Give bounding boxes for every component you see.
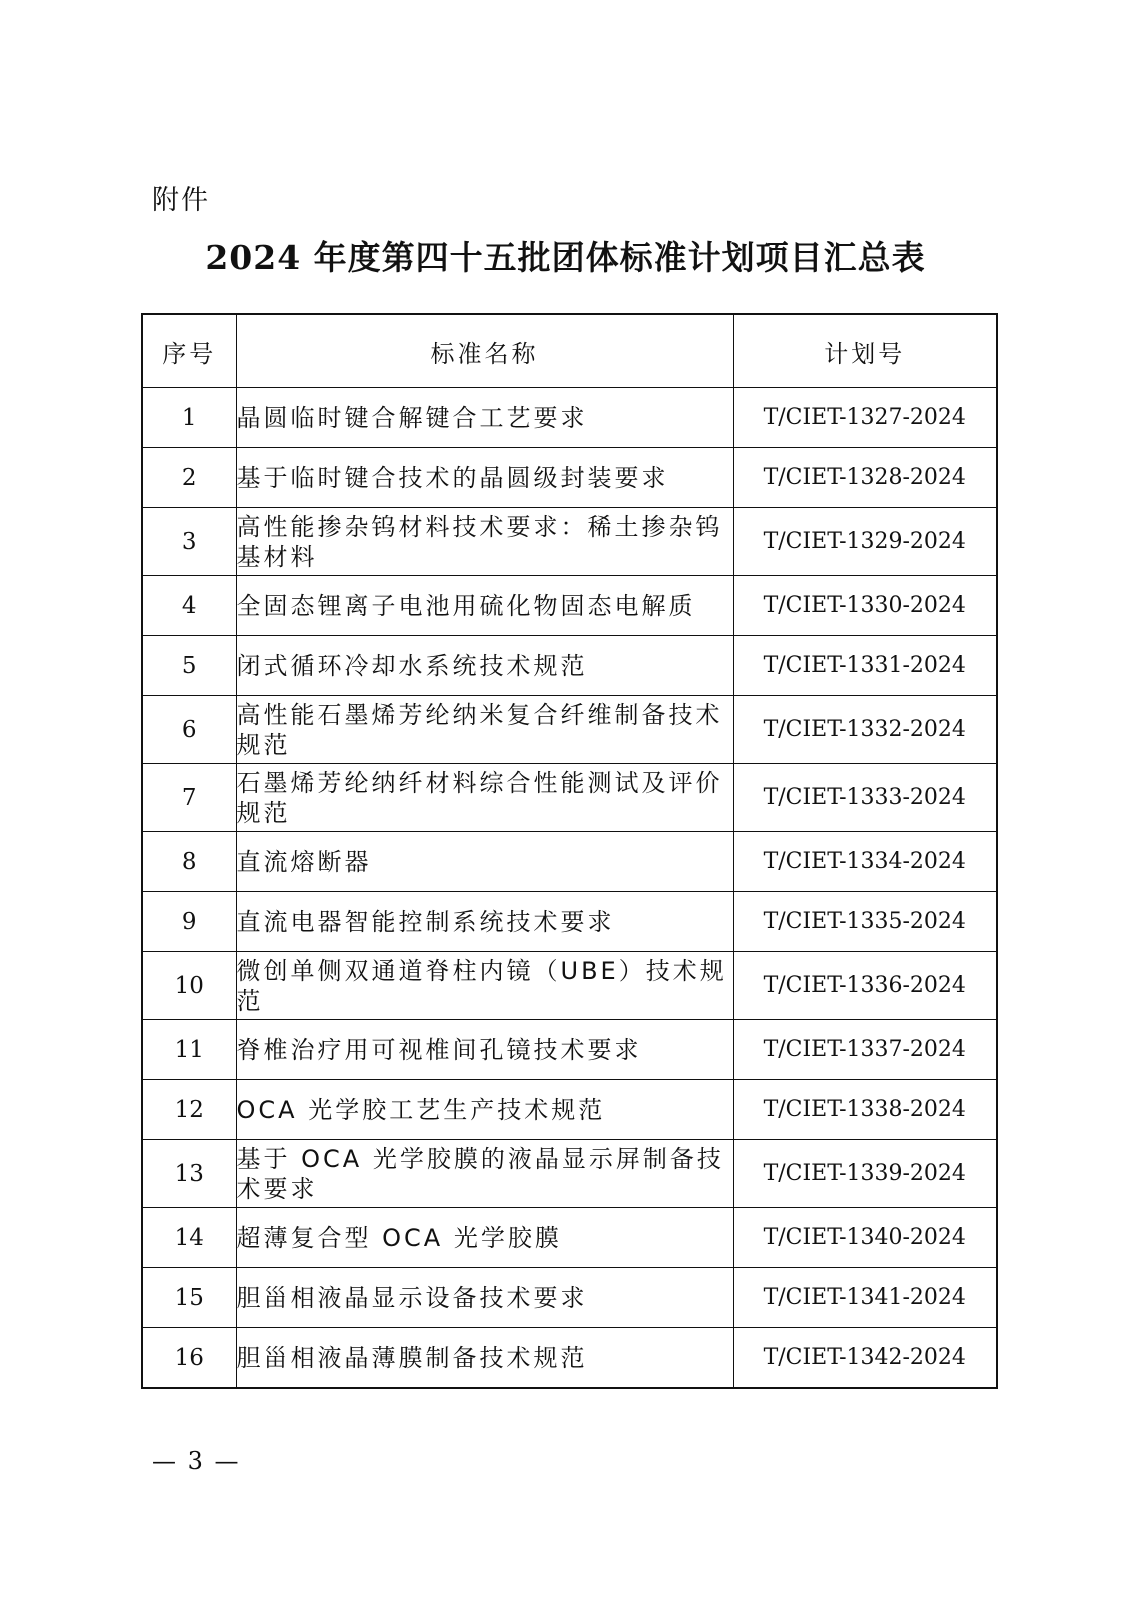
table-row: [142, 952, 997, 1020]
table-row: [142, 508, 997, 576]
document-title: 2024 年度第四十五批团体标准计划项目汇总表: [205, 238, 926, 277]
row-name: 石墨烯芳纶纳纤材料综合性能测试及评价规范: [236, 764, 733, 832]
header-name: 标准名称: [236, 314, 733, 388]
row-code: T/CIET-1328-2024: [733, 448, 997, 508]
row-no: 13: [142, 1140, 236, 1208]
row-code: T/CIET-1333-2024: [733, 764, 997, 832]
row-no: 16: [142, 1328, 236, 1389]
table-row: [142, 636, 997, 696]
row-name: 直流电器智能控制系统技术要求: [236, 892, 733, 952]
row-code: T/CIET-1334-2024: [733, 832, 997, 892]
row-no: 2: [142, 448, 236, 508]
row-name: 微创单侧双通道脊柱内镜（UBE）技术规范: [236, 952, 733, 1020]
row-name: 全固态锂离子电池用硫化物固态电解质: [236, 576, 733, 636]
row-no: 10: [142, 952, 236, 1020]
table-row: [142, 696, 997, 764]
row-name: 直流熔断器: [236, 832, 733, 892]
table-row: [142, 1208, 997, 1268]
row-no: 3: [142, 508, 236, 576]
row-code: T/CIET-1342-2024: [733, 1328, 997, 1389]
table-row: [142, 764, 997, 832]
table-row: [142, 1140, 997, 1208]
row-code: T/CIET-1338-2024: [733, 1080, 997, 1140]
row-name: 脊椎治疗用可视椎间孔镜技术要求: [236, 1020, 733, 1080]
row-name: 超薄复合型 OCA 光学胶膜: [236, 1208, 733, 1268]
row-no: 4: [142, 576, 236, 636]
row-no: 8: [142, 832, 236, 892]
row-code: T/CIET-1340-2024: [733, 1208, 997, 1268]
standards-table: [141, 313, 998, 1389]
row-name: 高性能石墨烯芳纶纳米复合纤维制备技术规范: [236, 696, 733, 764]
row-no: 7: [142, 764, 236, 832]
table-row: [142, 1020, 997, 1080]
table-header-row: [142, 314, 997, 388]
table-row: [142, 576, 997, 636]
table-row: [142, 1080, 997, 1140]
table-row: [142, 1268, 997, 1328]
row-code: T/CIET-1329-2024: [733, 508, 997, 576]
row-no: 6: [142, 696, 236, 764]
attachment-label: 附件: [152, 185, 210, 216]
row-code: T/CIET-1335-2024: [733, 892, 997, 952]
row-code: T/CIET-1341-2024: [733, 1268, 997, 1328]
row-code: T/CIET-1336-2024: [733, 952, 997, 1020]
row-no: 1: [142, 388, 236, 448]
table-row: [142, 1328, 997, 1389]
header-code: 计划号: [733, 314, 997, 388]
row-code: T/CIET-1339-2024: [733, 1140, 997, 1208]
row-no: 9: [142, 892, 236, 952]
row-no: 11: [142, 1020, 236, 1080]
row-name: 胆甾相液晶薄膜制备技术规范: [236, 1328, 733, 1389]
row-no: 15: [142, 1268, 236, 1328]
row-name: OCA 光学胶工艺生产技术规范: [236, 1080, 733, 1140]
table-row: [142, 388, 997, 448]
table-row: [142, 892, 997, 952]
header-no: 序号: [142, 314, 236, 388]
row-name: 高性能掺杂钨材料技术要求：稀土掺杂钨基材料: [236, 508, 733, 576]
row-code: T/CIET-1331-2024: [733, 636, 997, 696]
page-number: — 3 —: [152, 1447, 241, 1475]
row-no: 12: [142, 1080, 236, 1140]
row-name: 晶圆临时键合解键合工艺要求: [236, 388, 733, 448]
table-row: [142, 448, 997, 508]
row-no: 5: [142, 636, 236, 696]
table-row: [142, 832, 997, 892]
row-code: T/CIET-1337-2024: [733, 1020, 997, 1080]
row-code: T/CIET-1330-2024: [733, 576, 997, 636]
row-name: 基于 OCA 光学胶膜的液晶显示屏制备技术要求: [236, 1140, 733, 1208]
row-no: 14: [142, 1208, 236, 1268]
row-name: 胆甾相液晶显示设备技术要求: [236, 1268, 733, 1328]
row-code: T/CIET-1332-2024: [733, 696, 997, 764]
row-code: T/CIET-1327-2024: [733, 388, 997, 448]
row-name: 基于临时键合技术的晶圆级封装要求: [236, 448, 733, 508]
row-name: 闭式循环冷却水系统技术规范: [236, 636, 733, 696]
